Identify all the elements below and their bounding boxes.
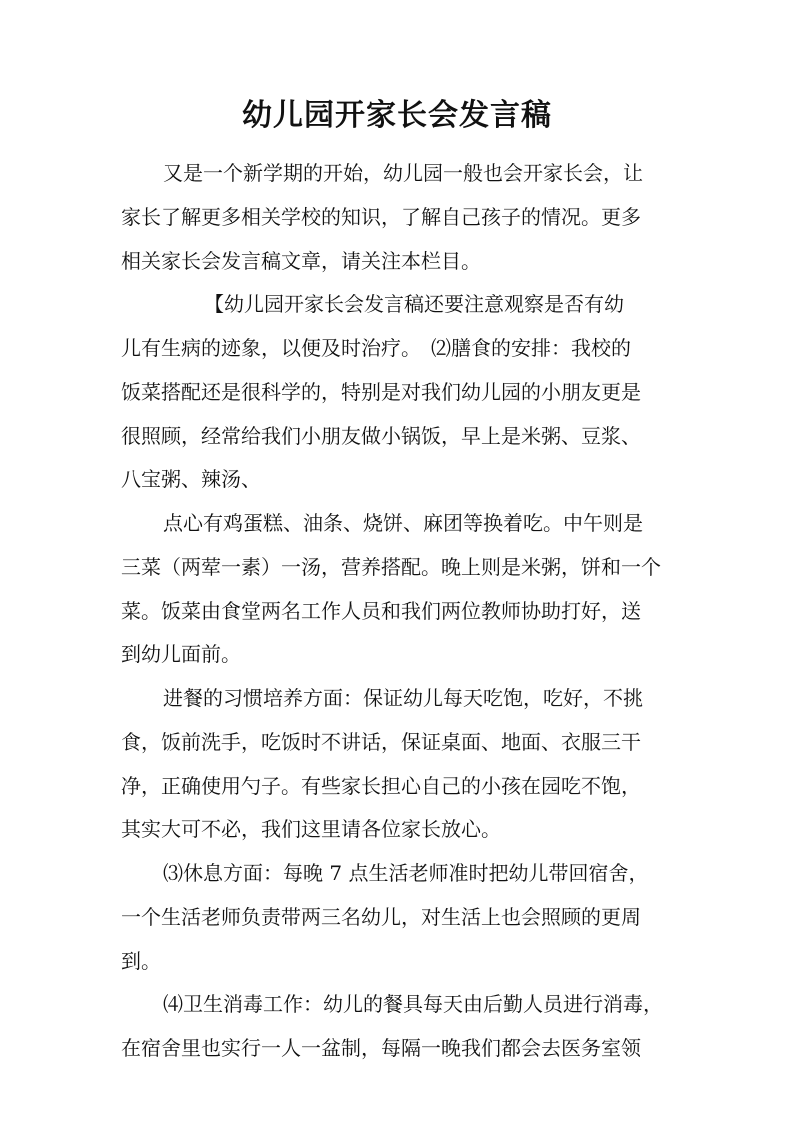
paragraph-line: 相关家长会发言稿文章，请关注本栏目。 [121, 249, 481, 273]
paragraph-line: 在宿舍里也实行一人一盆制，每隔一晚我们都会去医务室领 [121, 1036, 641, 1060]
paragraph-line: 一个生活老师负责带两三名幼儿，对生活上也会照顾的更周 [121, 905, 641, 929]
paragraph-line: 到。 [121, 949, 161, 973]
paragraph-line: 饭菜搭配还是很科学的，特别是对我们幼儿园的小朋友更是 [121, 380, 641, 404]
paragraph-line: 又是一个新学期的开始，幼儿园一般也会开家长会，让 [163, 161, 643, 185]
paragraph-line: 【幼儿园开家长会发言稿还要注意观察是否有幼 [204, 292, 624, 316]
paragraph-line: 其实大可不必，我们这里请各位家长放心。 [121, 817, 501, 841]
paragraph-line: 儿有生病的迹象，以便及时治疗。 ⑵膳食的安排：我校的 [121, 336, 631, 360]
paragraph-line: 八宝粥、辣汤、 [121, 467, 261, 491]
paragraph-line: 净，正确使用勺子。有些家长担心自己的小孩在园吃不饱， [121, 774, 641, 798]
document-title: 幼儿园开家长会发言稿 [242, 98, 552, 133]
paragraph-line: 点心有鸡蛋糕、油条、烧饼、麻团等换着吃。中午则是 [163, 511, 643, 535]
paragraph-line: 菜。饭菜由食堂两名工作人员和我们两位教师协助打好，送 [121, 599, 641, 623]
paragraph-line: ⑷卫生消毒工作：幼儿的餐具每天由后勤人员进行消毒， [163, 992, 663, 1016]
paragraph-line: 进餐的习惯培养方面：保证幼儿每天吃饱，吃好，不挑 [163, 686, 643, 710]
paragraph-line: ⑶休息方面：每晚 7 点生活老师准时把幼儿带回宿舍， [163, 861, 649, 885]
paragraph-line: 三菜（两荤一素）一汤，营养搭配。晚上则是米粥，饼和一个 [121, 555, 661, 579]
paragraph-line: 家长了解更多相关学校的知识，了解自己孩子的情况。更多 [121, 205, 641, 229]
paragraph-line: 食，饭前洗手，吃饭时不讲话，保证桌面、地面、衣服三干 [121, 730, 641, 754]
paragraph-line: 很照顾，经常给我们小朋友做小锅饭，早上是米粥、豆浆、 [121, 424, 641, 448]
paragraph-line: 到幼儿面前。 [121, 642, 241, 666]
